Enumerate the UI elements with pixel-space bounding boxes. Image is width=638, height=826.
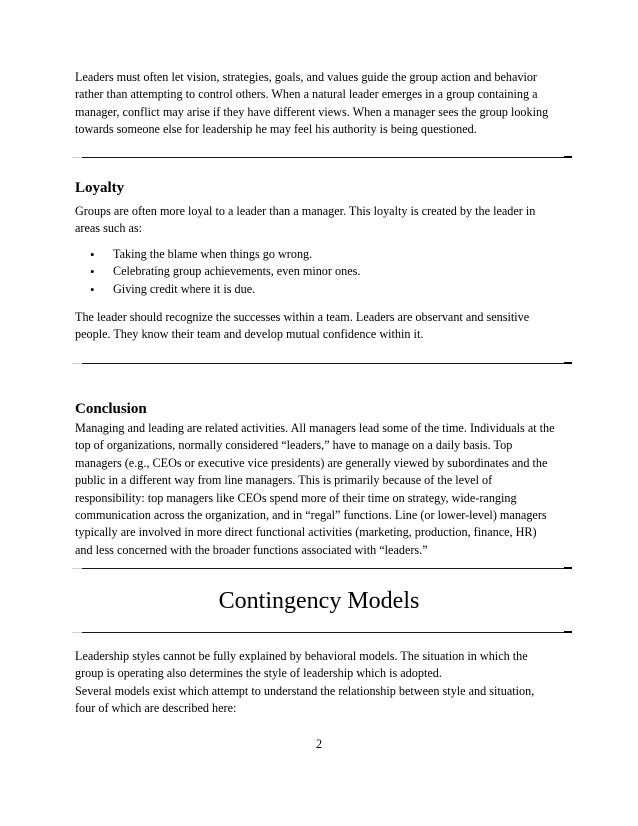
section-divider	[74, 632, 571, 633]
intro-paragraph: Leaders must often let vision, strategies, goals, and values guide the group action and behavior rather than attempting to control others. When a natural leader emerges in a group containing a manager, conflict may arise if they have different views. When a manager sees the group looking towards someone else for leadership he may feel his authority is being questioned.	[75, 70, 549, 137]
list-item	[90, 263, 360, 280]
section-divider	[74, 157, 571, 158]
section-divider	[74, 363, 571, 364]
loyalty-heading: Loyalty	[75, 180, 125, 196]
bullet-icon: •	[90, 281, 95, 297]
bullet-icon: •	[90, 264, 95, 280]
conclusion-paragraph: Managing and leading are related activities. All managers lead some of the time. Individuals at the top of organizations, normally considered “leaders,” have to manage on a daily basis. Top managers (e.g., CEOs or executive vice presidents) are generally viewed by subordinates and the public in a different way from line managers. This is primarily because of the level of responsibility: top managers like CEOs spend more of their time on strategy, wide-ranging communication across the organization, and in “regal” functions. Line (or lower-level) managers typically are involved in more direct functional activities (marketing, production, finance, HR) and less concerned with the broader functions associated with “leaders.”	[75, 421, 555, 557]
contingency-paragraph: Leadership styles cannot be fully explained by behavioral models. The situation in which the group is operating also determines the style of leadership which is adopted.	[75, 649, 528, 681]
list-item	[90, 246, 360, 263]
contingency-models-title: Contingency Models	[218, 588, 420, 614]
contingency-paragraph-models: Several models exist which attempt to understand the relationship between style and situation, four of which are described here:	[75, 684, 535, 716]
list-item-text: Giving credit where it is due.	[113, 281, 256, 296]
loyalty-intro-paragraph: Groups are often more loyal to a leader than a manager. This loyalty is created by the leader in areas such as:	[75, 204, 536, 236]
list-item-text: Taking the blame when things go wrong.	[113, 247, 313, 261]
section-divider	[74, 568, 571, 569]
bullet-icon: •	[90, 247, 95, 262]
loyalty-closing-paragraph: The leader should recognize the successes within a team. Leaders are observant and sensitive people. They know their team and develop mutual confidence within it.	[75, 310, 530, 342]
loyalty-bullet-list	[90, 246, 360, 298]
list-item	[90, 281, 360, 298]
conclusion-heading: Conclusion	[75, 401, 147, 417]
page-number: 2	[315, 737, 323, 751]
list-item-text: Celebrating group achievements, even minor ones.	[113, 264, 361, 279]
